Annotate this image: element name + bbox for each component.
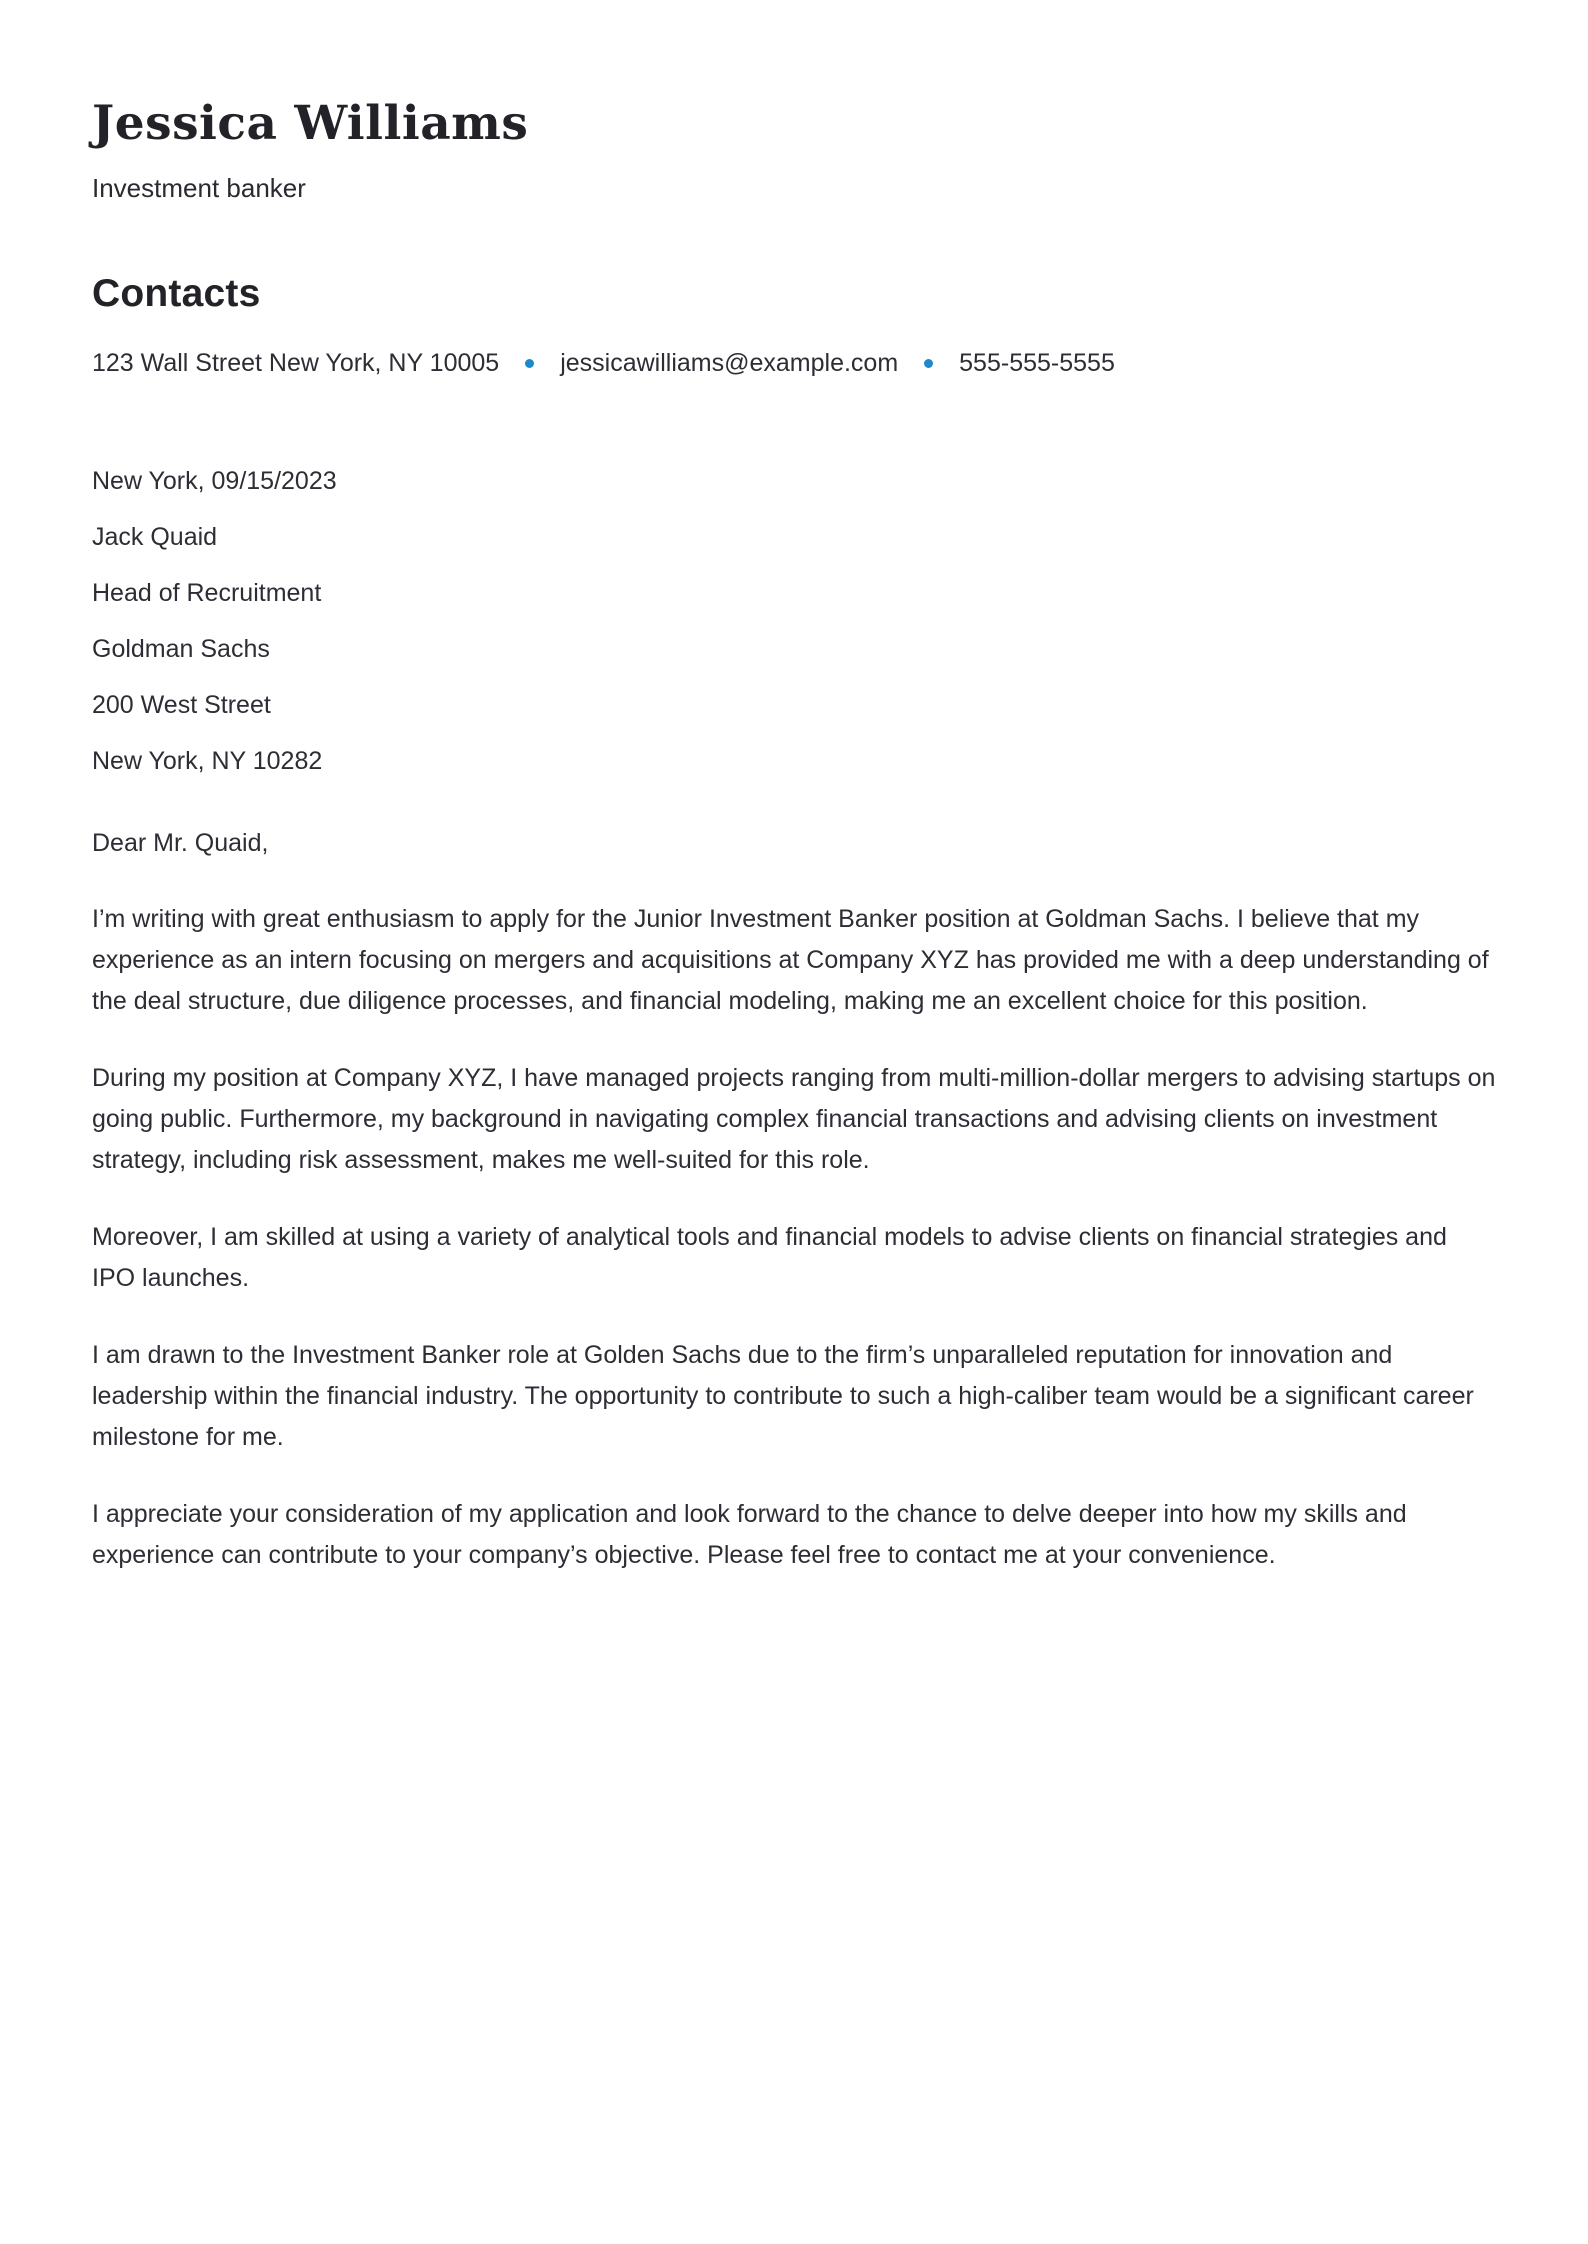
letter-paragraph: During my position at Company XYZ, I have managed projects ranging from multi-million-dollar mergers to advising startups on going public. Furthermore, my background in navigating complex financial transactions and advising clients on investment strategy, including risk assessment, makes me well-suited for this role.	[92, 1064, 1496, 1175]
letter-paragraph: I am drawn to the Investment Banker role at Golden Sachs due to the firm’s unparalleled reputation for innovation and leadership within the financial industry. The opportunity to contribute to such a high-caliber team would be a significant career milestone for me.	[92, 1341, 1474, 1452]
candidate-job-title: Investment banker	[92, 173, 306, 204]
contacts-heading: Contacts	[92, 272, 261, 316]
letter-paragraph: I appreciate your consideration of my application and look forward to the chance to delve deeper into how my skills and experience can contribute to your company’s objective. Please feel free to contact me at your convenience.	[92, 1500, 1407, 1570]
letter-paragraph: Moreover, I am skilled at using a variety of analytical tools and financial models to advise clients on financial strategies and IPO launches.	[92, 1223, 1447, 1293]
recipient-title: Head of Recruitment	[92, 579, 322, 608]
recipient-city: New York, NY 10282	[92, 747, 323, 776]
header	[92, 96, 1496, 204]
letter-body	[92, 461, 1496, 1576]
recipient-street: 200 West Street	[92, 691, 271, 720]
contact-email: jessicawilliams@example.com	[560, 349, 899, 378]
salutation: Dear Mr. Quaid,	[92, 829, 269, 858]
contact-address: 123 Wall Street New York, NY 10005	[92, 349, 500, 378]
contact-row	[92, 343, 1496, 383]
candidate-name: Jessica Williams	[92, 96, 529, 151]
contacts-section	[92, 272, 1496, 383]
bullet-separator-icon	[525, 359, 534, 368]
contact-phone: 555-555-5555	[959, 349, 1115, 378]
letter-paragraph: I’m writing with great enthusiasm to apply for the Junior Investment Banker position at Goldman Sachs. I believe that my experience as an intern focusing on mergers and acquisitions at Company XYZ has provided me with a deep understanding of the deal structure, due diligence processes, and financial modeling, making me an excellent choice for this position.	[92, 905, 1489, 1016]
bullet-separator-icon	[924, 359, 933, 368]
recipient-company: Goldman Sachs	[92, 635, 270, 664]
recipient-name: Jack Quaid	[92, 523, 218, 552]
letter-date-line: New York, 09/15/2023	[92, 467, 337, 496]
